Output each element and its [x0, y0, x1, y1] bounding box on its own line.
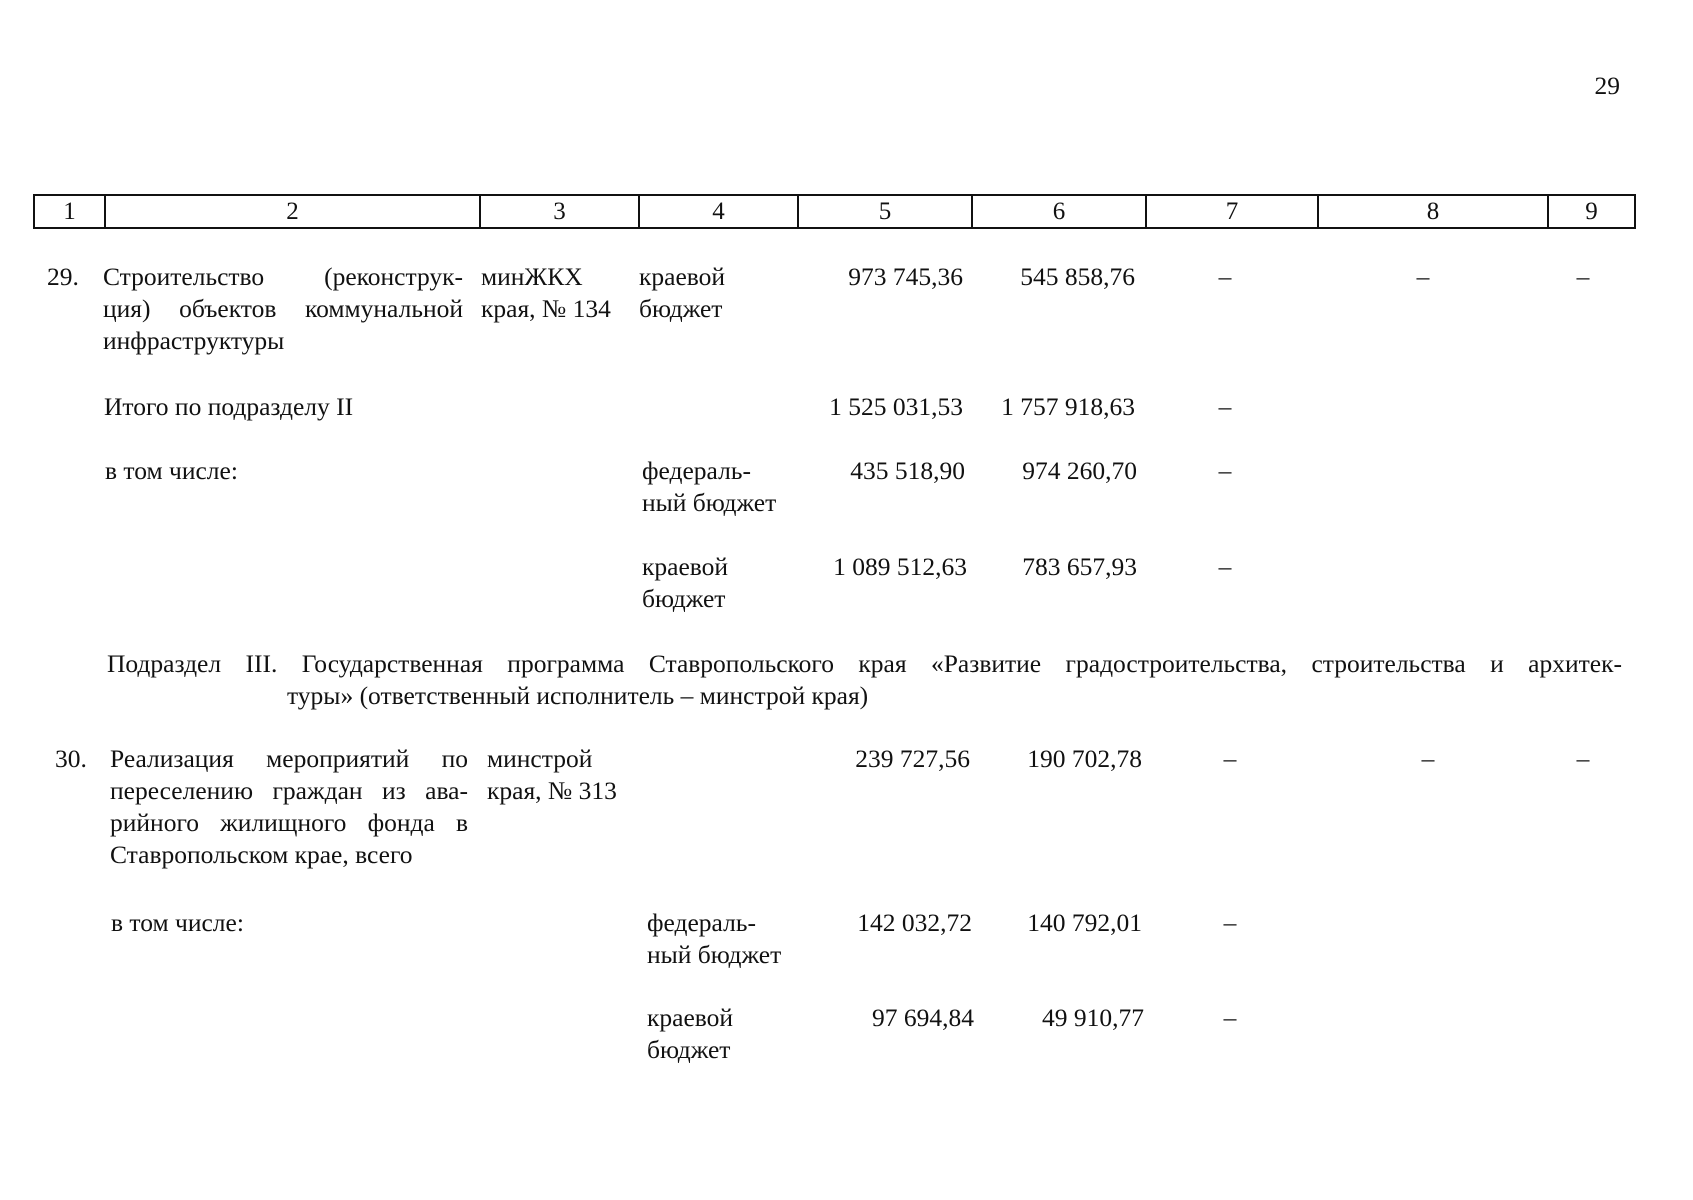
regional-budget-col5-value: 97 694,84	[872, 1003, 974, 1032]
regional-budget-col6-value: 49 910,77	[1042, 1003, 1144, 1032]
regional-budget-col6-value: 783 657,93	[1022, 552, 1137, 581]
row-name-line: Строительство (реконструк-	[103, 262, 463, 291]
regional-budget-col7-value: –	[1223, 1003, 1237, 1032]
column-header-6: 6	[972, 195, 1146, 228]
row-col6-value: 190 702,78	[1027, 744, 1142, 773]
column-header-9: 9	[1548, 195, 1635, 228]
row-funding-source-line: краевой	[639, 262, 726, 291]
federal-budget-col6-value: 974 260,70	[1022, 456, 1137, 485]
row-executor	[487, 743, 617, 807]
federal-budget-col5-value: 142 032,72	[857, 908, 972, 937]
regional-budget-col5-value: 1 089 512,63	[833, 552, 967, 581]
regional-budget-source	[647, 1002, 733, 1066]
row-number: 29.	[47, 262, 79, 291]
row-col5-value: 973 745,36	[848, 262, 963, 291]
federal-budget-source	[642, 455, 776, 519]
regional-budget-source-line: краевой	[647, 1003, 734, 1032]
subsection-heading-line: туры» (ответственный исполнитель – минстрой края)	[287, 681, 869, 710]
page-number: 29	[1594, 71, 1620, 100]
subsection-heading-line: Подраздел III. Государственная программа Ставропольского края «Развитие градостроительства, строительства и архитек-	[107, 649, 1622, 678]
including-label: в том числе:	[111, 908, 244, 937]
row-name-line: ция) объектов коммунальной	[103, 294, 463, 323]
column-header-2: 2	[105, 195, 480, 228]
row-name-line: Реализация мероприятий по	[110, 744, 468, 773]
federal-budget-col7-value: –	[1223, 908, 1237, 937]
federal-budget-col6-value: 140 792,01	[1027, 908, 1142, 937]
column-header-8: 8	[1318, 195, 1548, 228]
subtotal-label: Итого по подразделу II	[104, 392, 354, 421]
row-name	[103, 261, 463, 357]
row-name-line: инфраструктуры	[103, 326, 285, 355]
row-name	[110, 743, 468, 871]
regional-budget-source-line: краевой	[642, 552, 729, 581]
column-header-3: 3	[480, 195, 639, 228]
row-executor	[481, 261, 611, 325]
row-col8-value: –	[1421, 744, 1435, 773]
federal-budget-source-line: федераль-	[642, 456, 751, 485]
row-name-line: рийного жилищного фонда в	[110, 808, 468, 837]
federal-budget-source-line: ный бюджет	[642, 488, 777, 517]
federal-budget-source-line: ный бюджет	[647, 940, 782, 969]
row-funding-source-line: бюджет	[639, 294, 723, 323]
row-number: 30.	[55, 744, 87, 773]
row-col8-value: –	[1416, 262, 1430, 291]
column-header-7: 7	[1146, 195, 1318, 228]
row-funding-source	[639, 261, 725, 325]
federal-budget-source	[647, 907, 781, 971]
column-header-row	[34, 195, 1635, 228]
federal-budget-col5-value: 435 518,90	[850, 456, 965, 485]
row-name-line: Ставропольском крае, всего	[110, 840, 413, 869]
row-col6-value: 545 858,76	[1020, 262, 1135, 291]
regional-budget-source	[642, 551, 728, 615]
row-col9-value: –	[1576, 744, 1590, 773]
row-executor-line: края, № 134	[481, 294, 611, 323]
federal-budget-source-line: федераль-	[647, 908, 756, 937]
row-col7-value: –	[1218, 262, 1232, 291]
row-col7-value: –	[1223, 744, 1237, 773]
row-executor-line: минЖКХ	[481, 262, 583, 291]
row-executor-line: минстрой	[487, 744, 593, 773]
column-header-1: 1	[34, 195, 105, 228]
row-name-line: переселению граждан из ава-	[110, 776, 468, 805]
regional-budget-col7-value: –	[1218, 552, 1232, 581]
row-col9-value: –	[1576, 262, 1590, 291]
row-col5-value: 239 727,56	[855, 744, 970, 773]
including-label: в том числе:	[105, 456, 238, 485]
regional-budget-source-line: бюджет	[647, 1035, 731, 1064]
column-header-4: 4	[639, 195, 798, 228]
subtotal-col5-value: 1 525 031,53	[829, 392, 963, 421]
row-executor-line: края, № 313	[487, 776, 617, 805]
subtotal-col7-value: –	[1218, 392, 1232, 421]
federal-budget-col7-value: –	[1218, 456, 1232, 485]
column-header-5: 5	[798, 195, 972, 228]
subtotal-col6-value: 1 757 918,63	[1001, 392, 1135, 421]
regional-budget-source-line: бюджет	[642, 584, 726, 613]
column-header-table	[33, 194, 1636, 229]
